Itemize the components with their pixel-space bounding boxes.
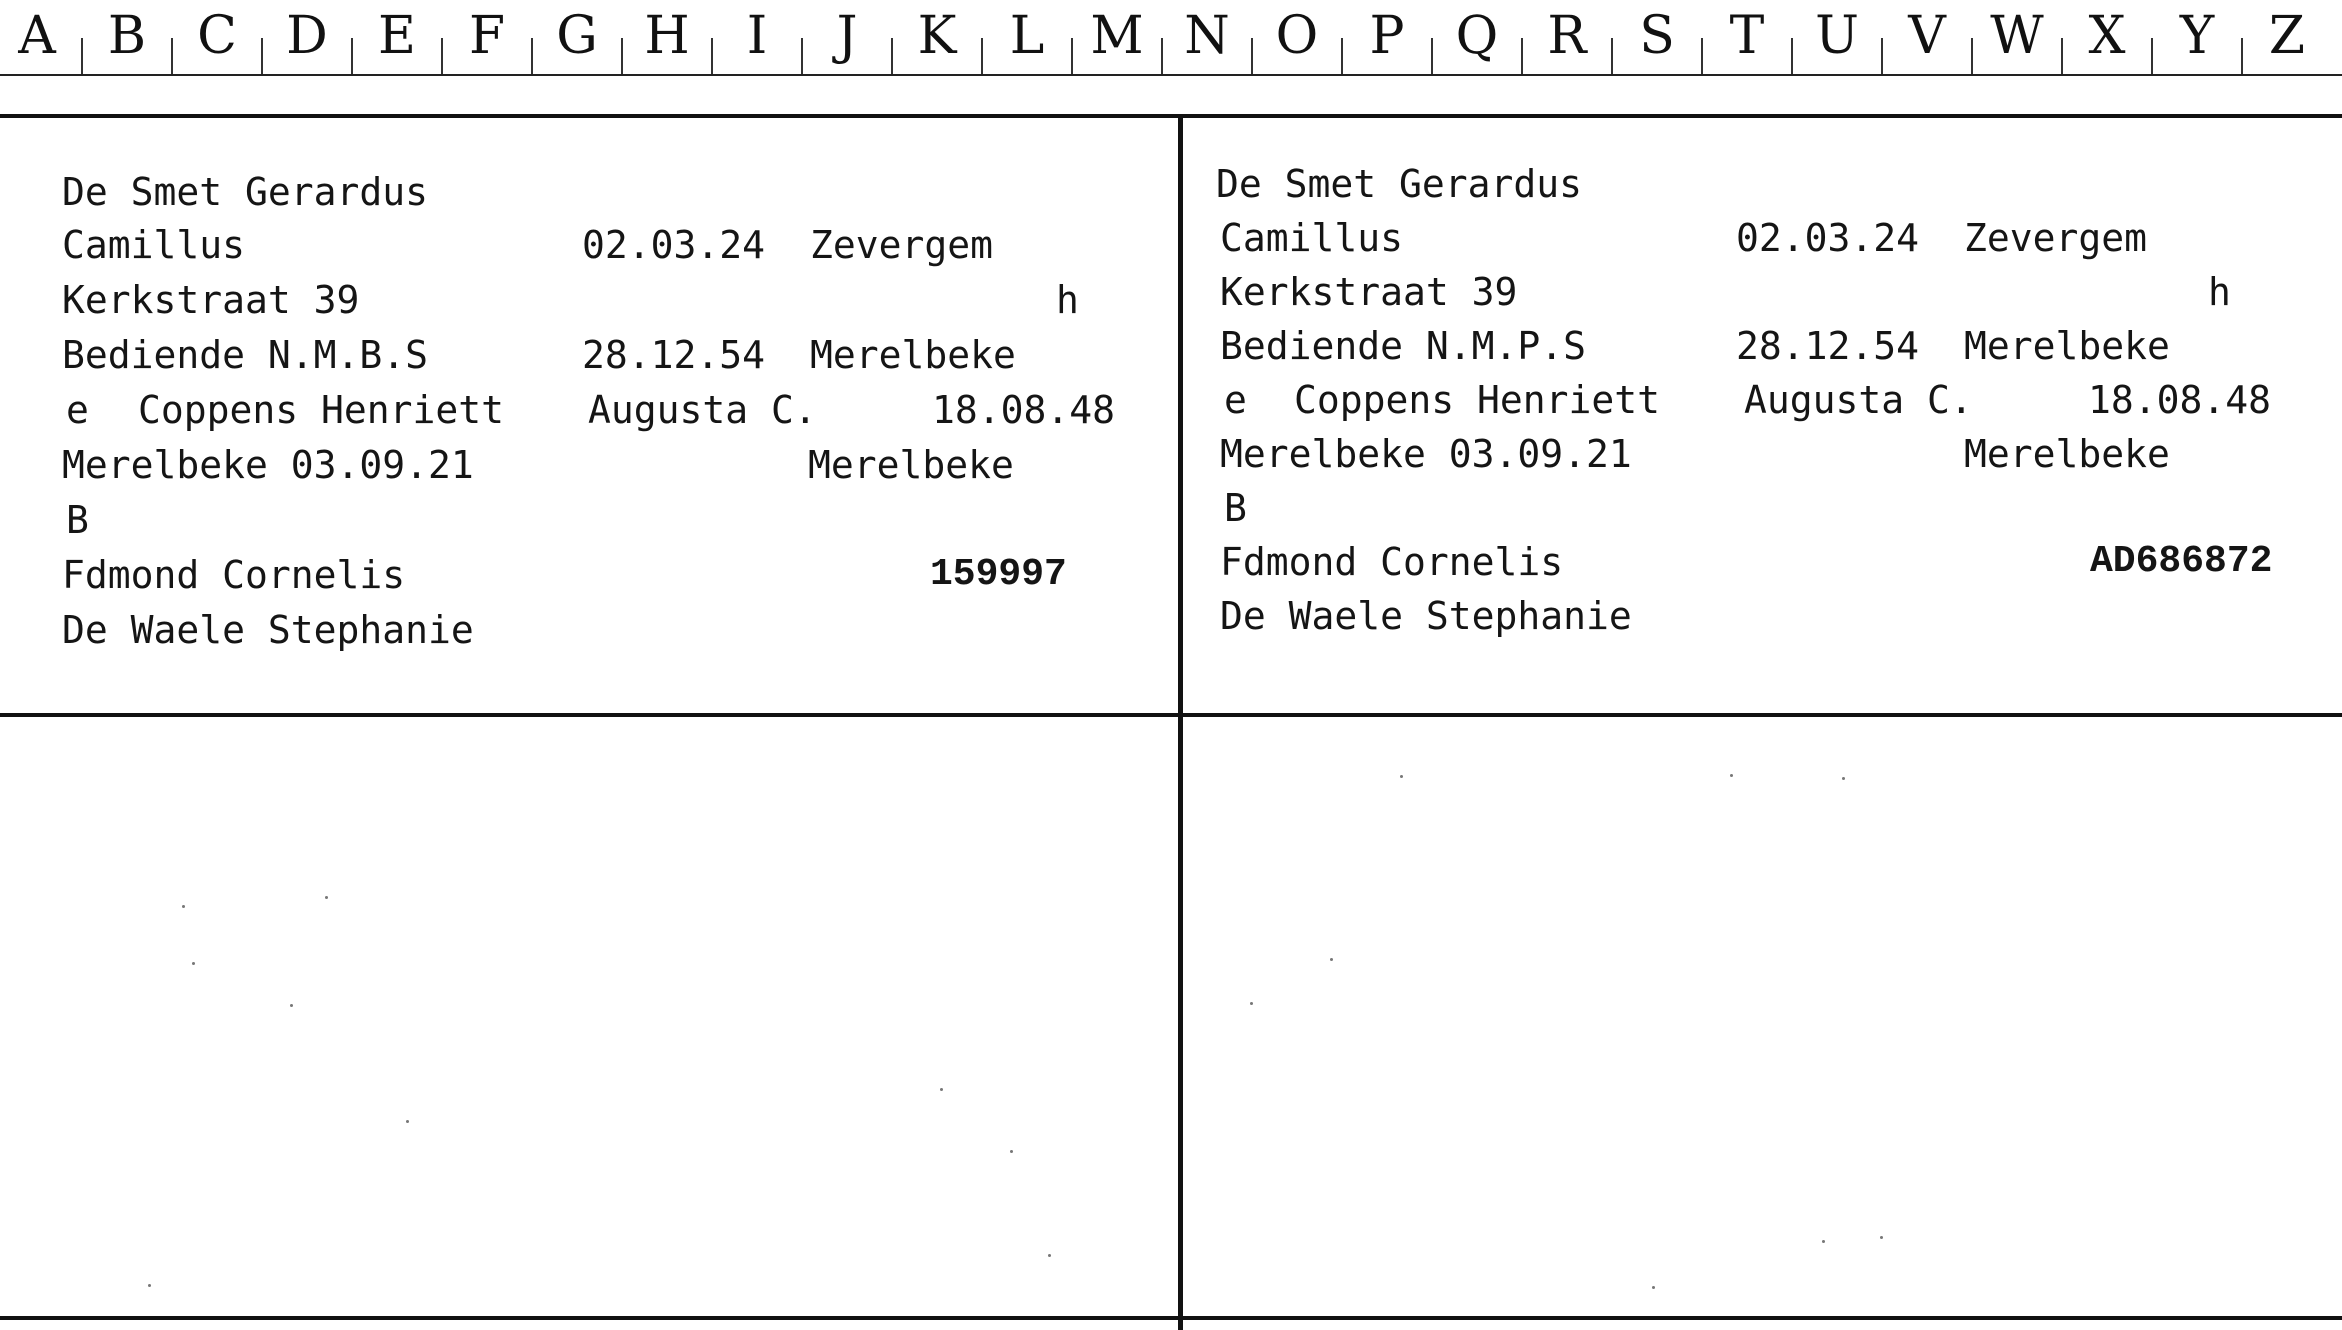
occupation: Bediende N.M.P.S xyxy=(1220,324,1587,368)
index-letter-x xyxy=(2062,0,2152,74)
birth-place: Zevergem xyxy=(1964,216,2148,260)
index-letter-text: P xyxy=(1369,6,1405,66)
index-divider-tick xyxy=(1431,38,1433,74)
spouse-name: Coppens Henriett xyxy=(138,388,505,432)
index-letter-text: T xyxy=(1729,6,1765,66)
marriage-date: 18.08.48 xyxy=(2088,378,2272,422)
index-letter-text: F xyxy=(468,6,506,66)
scan-speck xyxy=(1400,775,1403,778)
scan-speck xyxy=(1250,1002,1253,1005)
index-letter-text: G xyxy=(556,6,598,66)
index-divider-tick xyxy=(531,38,533,74)
index-letter-text: M xyxy=(1090,6,1144,66)
index-letter-a xyxy=(0,0,82,74)
date-2: 28.12.54 xyxy=(582,333,766,377)
index-letter-text: I xyxy=(746,6,768,66)
mother-name: De Waele Stephanie xyxy=(1220,594,1632,638)
index-letter-u xyxy=(1792,0,1882,74)
index-letter-s xyxy=(1612,0,1702,74)
index-divider-tick xyxy=(621,38,623,74)
index-divider-tick xyxy=(1251,38,1253,74)
index-letter-y xyxy=(2152,0,2242,74)
index-divider-tick xyxy=(711,38,713,74)
index-letter-n xyxy=(1162,0,1252,74)
index-divider-tick xyxy=(801,38,803,74)
index-letter-d xyxy=(262,0,352,74)
scan-speck xyxy=(406,1120,409,1123)
index-letter-l xyxy=(982,0,1072,74)
index-divider-tick xyxy=(1791,38,1793,74)
address: Kerkstraat 39 xyxy=(62,278,360,322)
record-middle-rule xyxy=(0,713,2342,717)
index-letter-t xyxy=(1702,0,1792,74)
birth-date: 02.03.24 xyxy=(1736,216,1920,260)
index-divider-tick xyxy=(81,38,83,74)
index-letter-text: J xyxy=(836,6,858,66)
index-divider-tick xyxy=(891,38,893,74)
index-letter-text: Y xyxy=(2179,6,2215,66)
marker-b: B xyxy=(1224,486,1247,530)
card-number: 159997 xyxy=(930,553,1067,596)
scan-speck xyxy=(1330,958,1333,961)
father-name: Fdmond Cornelis xyxy=(62,553,406,597)
marker-b: B xyxy=(66,498,89,542)
index-letter-text: D xyxy=(286,6,328,66)
surname-line: De Smet Gerardus xyxy=(1216,162,1583,206)
marriage-place-date: Merelbeke 03.09.21 xyxy=(62,443,474,487)
index-letter-text: W xyxy=(1990,6,2044,66)
index-divider-tick xyxy=(171,38,173,74)
index-divider-tick xyxy=(2061,38,2063,74)
record-card-right xyxy=(1166,160,2286,700)
index-letter-c xyxy=(172,0,262,74)
index-letter-e xyxy=(352,0,442,74)
index-letter-text: H xyxy=(644,6,690,66)
scan-speck xyxy=(1842,777,1845,780)
index-letter-text: X xyxy=(2088,6,2126,66)
index-letter-text: Q xyxy=(1455,6,1499,66)
index-letter-w xyxy=(1972,0,2062,74)
index-letter-text: R xyxy=(1547,6,1587,66)
scan-speck xyxy=(1822,1240,1825,1243)
index-letter-p xyxy=(1342,0,1432,74)
alphabet-index-strip xyxy=(0,0,2342,76)
index-letter-m xyxy=(1072,0,1162,74)
index-letter-text: V xyxy=(1908,6,1946,66)
scan-speck xyxy=(1652,1286,1655,1289)
index-divider-tick xyxy=(2151,38,2153,74)
index-letter-r xyxy=(1522,0,1612,74)
index-letter-text: E xyxy=(378,6,416,66)
scan-speck xyxy=(148,1284,151,1287)
father-name: Fdmond Cornelis xyxy=(1220,540,1564,584)
spouse-prefix: e xyxy=(1224,378,1247,422)
marriage-place-2: Merelbeke xyxy=(808,443,1014,487)
index-divider-tick xyxy=(441,38,443,74)
scan-speck xyxy=(1880,1236,1883,1239)
index-letter-b xyxy=(82,0,172,74)
index-letter-q xyxy=(1432,0,1522,74)
index-letter-g xyxy=(532,0,622,74)
index-letter-text: N xyxy=(1184,6,1230,66)
index-divider-tick xyxy=(981,38,983,74)
spouse-name-2: Augusta C. xyxy=(588,388,817,432)
index-letter-z xyxy=(2242,0,2332,74)
marriage-place-date: Merelbeke 03.09.21 xyxy=(1220,432,1632,476)
record-top-rule xyxy=(0,114,2342,118)
index-divider-tick xyxy=(351,38,353,74)
record-card-left xyxy=(0,160,1120,700)
scan-speck xyxy=(1048,1254,1051,1257)
spouse-name-2: Augusta C. xyxy=(1744,378,1973,422)
index-divider-tick xyxy=(1701,38,1703,74)
date-2: 28.12.54 xyxy=(1736,324,1920,368)
index-letter-text: Z xyxy=(2268,6,2306,66)
place-2: Merelbeke xyxy=(810,333,1016,377)
index-divider-tick xyxy=(1341,38,1343,74)
birth-place: Zevergem xyxy=(810,223,994,267)
index-letter-f xyxy=(442,0,532,74)
index-divider-tick xyxy=(1611,38,1613,74)
record-bottom-rule xyxy=(0,1316,2342,1320)
scan-speck xyxy=(192,962,195,965)
index-letter-text: S xyxy=(1639,6,1675,66)
index-divider-tick xyxy=(1071,38,1073,74)
place-2: Merelbeke xyxy=(1964,324,2170,368)
marker-h: h xyxy=(1056,278,1079,322)
scan-speck xyxy=(325,896,328,899)
index-letter-v xyxy=(1882,0,1972,74)
index-letter-i xyxy=(712,0,802,74)
occupation: Bediende N.M.B.S xyxy=(62,333,429,377)
index-letter-j xyxy=(802,0,892,74)
index-divider-tick xyxy=(1521,38,1523,74)
card-number: AD686872 xyxy=(2090,540,2273,583)
scan-speck xyxy=(182,905,185,908)
spouse-name: Coppens Henriett xyxy=(1294,378,1661,422)
address: Kerkstraat 39 xyxy=(1220,270,1518,314)
spouse-prefix: e xyxy=(66,388,89,432)
index-letter-text: L xyxy=(1009,6,1045,66)
index-letter-k xyxy=(892,0,982,74)
index-letter-text: O xyxy=(1275,6,1319,66)
index-divider-tick xyxy=(1971,38,1973,74)
index-divider-tick xyxy=(2241,38,2243,74)
index-letter-text: U xyxy=(1815,6,1859,66)
scan-speck xyxy=(1010,1150,1013,1153)
surname-line: De Smet Gerardus xyxy=(62,170,429,214)
mother-name: De Waele Stephanie xyxy=(62,608,474,652)
index-divider-tick xyxy=(1881,38,1883,74)
marriage-place-2: Merelbeke xyxy=(1964,432,2170,476)
marriage-date: 18.08.48 xyxy=(932,388,1116,432)
index-divider-tick xyxy=(1161,38,1163,74)
marker-h: h xyxy=(2208,270,2231,314)
index-letter-text: C xyxy=(197,6,237,66)
index-letter-text: B xyxy=(107,6,147,66)
scan-speck xyxy=(940,1088,943,1091)
index-letter-text: K xyxy=(917,6,957,66)
index-letter-o xyxy=(1252,0,1342,74)
scan-speck xyxy=(290,1004,293,1007)
given-name: Camillus xyxy=(62,223,246,267)
index-letter-text: A xyxy=(18,6,56,66)
index-divider-tick xyxy=(261,38,263,74)
index-letter-h xyxy=(622,0,712,74)
scan-speck xyxy=(1730,774,1733,777)
given-name: Camillus xyxy=(1220,216,1404,260)
birth-date: 02.03.24 xyxy=(582,223,766,267)
